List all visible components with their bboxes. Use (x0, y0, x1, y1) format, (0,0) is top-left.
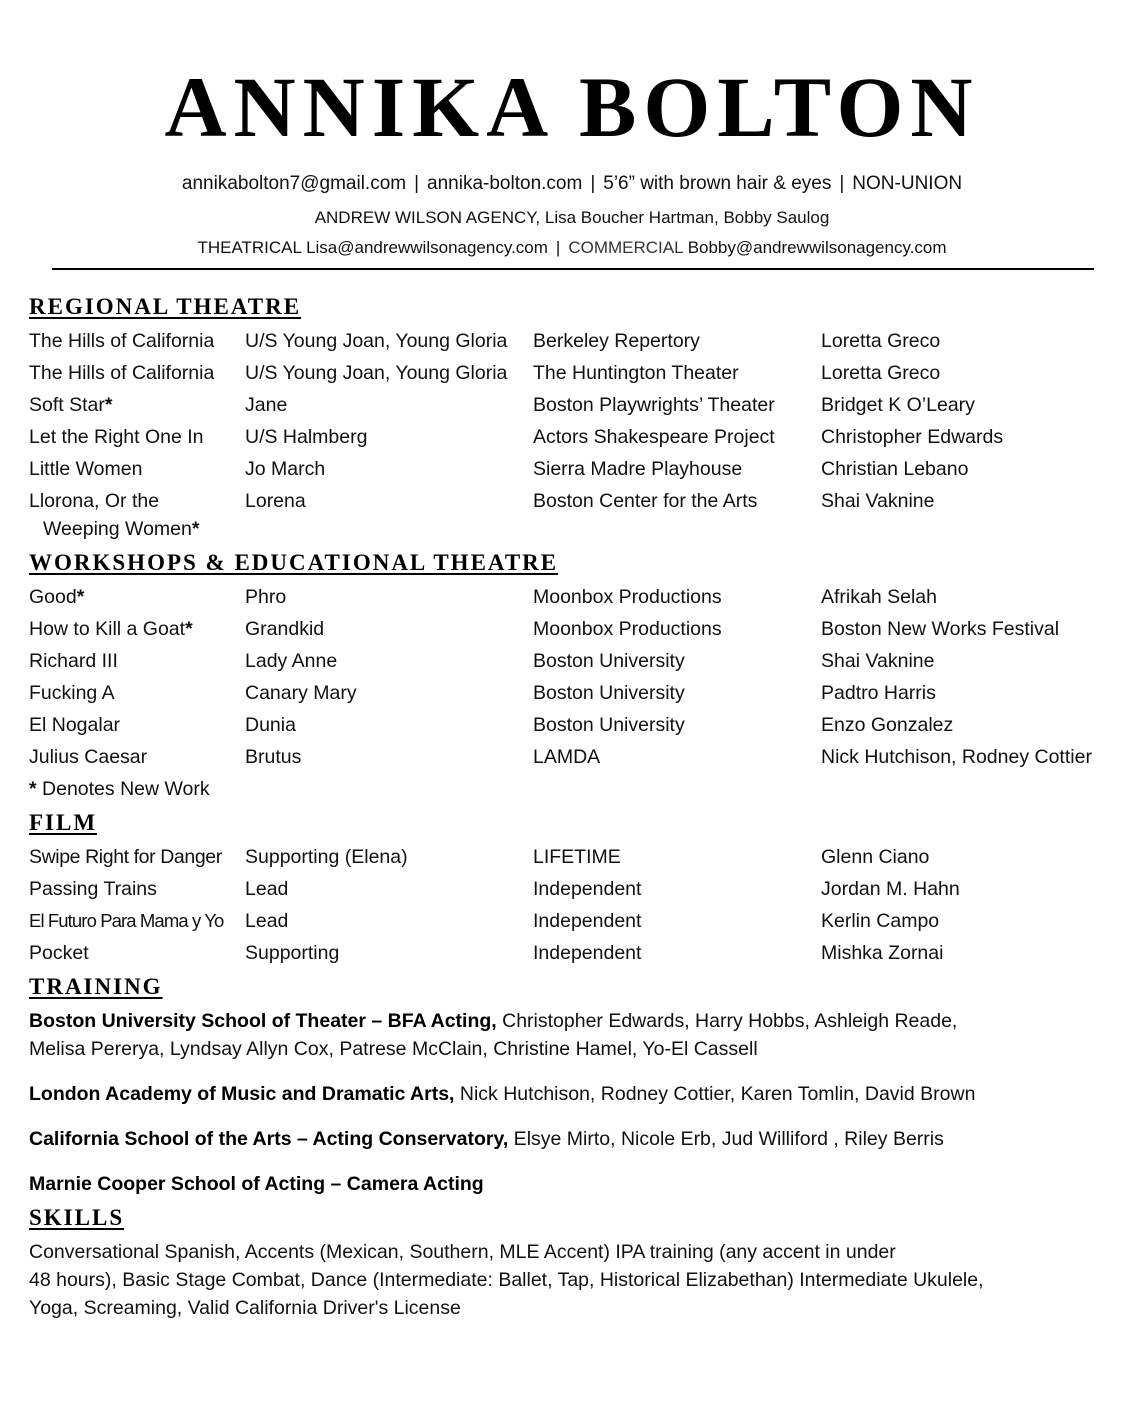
credit-company: Berkeley Repertory (533, 330, 700, 352)
credit-director: Shai Vaknine (821, 650, 935, 672)
agency-line: ANDREW WILSON AGENCY, Lisa Boucher Hartman, Bobby Saulog (314, 208, 830, 227)
credit-role: Jane (245, 394, 288, 416)
credit-director: Glenn Ciano (821, 846, 930, 868)
credit-company: Boston University (533, 682, 685, 704)
separator: | (555, 238, 561, 257)
credit-director: Padtro Harris (821, 682, 936, 704)
section-heading-skills: SKILLS (29, 1205, 125, 1230)
credit-director: Afrikah Selah (821, 586, 937, 608)
skills-text: Yoga, Screaming, Valid California Driver's License (29, 1297, 461, 1319)
credit-row (29, 711, 1129, 739)
separator: | (839, 173, 845, 194)
training-entry (29, 1080, 1109, 1108)
credit-title: Llorona, Or the (29, 490, 160, 512)
agent-contacts (0, 236, 1144, 260)
credit-title-text: Soft Star (29, 394, 105, 416)
credit-role: Canary Mary (245, 682, 357, 704)
credit-director: Loretta Greco (821, 362, 941, 384)
commercial-label: COMMERCIAL (568, 238, 683, 257)
credit-title: Richard III (29, 650, 118, 672)
commercial-email-link[interactable]: Bobby@andrewwilsonagency.com (687, 238, 947, 257)
teachers: Nick Hutchison, Rodney Cottier, Karen Tomlin, David Brown (454, 1083, 976, 1105)
credit-title: Julius Caesar (29, 746, 148, 768)
credit-row (29, 391, 1129, 419)
credit-director: Christian Lebano (821, 458, 969, 480)
school-name: California School of the Arts – Acting Conservatory, (29, 1128, 509, 1150)
credit-row (29, 583, 1129, 611)
credit-title: El Nogalar (29, 714, 121, 736)
credit-title: The Hills of California (29, 362, 215, 384)
page-title: ANNIKA BOLTON (164, 59, 980, 155)
credit-company: Sierra Madre Playhouse (533, 458, 743, 480)
credit-row (29, 679, 1129, 707)
credit-director: Mishka Zornai (821, 942, 944, 964)
separator: | (414, 173, 420, 194)
union-status: NON-UNION (852, 173, 963, 194)
credit-director: Jordan M. Hahn (821, 878, 960, 900)
credit-role: Supporting (245, 942, 340, 964)
credit-company: Boston University (533, 714, 685, 736)
section-heading-training: TRAINING (29, 974, 163, 999)
credit-role: Supporting (Elena) (245, 846, 408, 868)
credit-row (29, 939, 1129, 967)
training-entry (29, 1170, 1109, 1198)
header-divider (52, 268, 1094, 270)
physical-description: 5’6” with brown hair & eyes (603, 173, 832, 194)
credit-title: Swipe Right for Danger (29, 846, 222, 868)
credit-company: Boston Playwrights’ Theater (533, 394, 775, 416)
legend-text: Denotes New Work (42, 778, 210, 800)
teachers: Christopher Edwards, Harry Hobbs, Ashleigh Reade, (496, 1010, 958, 1032)
new-work-marker: * (191, 518, 200, 540)
credit-company: Moonbox Productions (533, 618, 722, 640)
credit-title-continuation (43, 515, 199, 543)
theatrical-label: THEATRICAL (197, 238, 302, 257)
credit-title: The Hills of California (29, 330, 215, 352)
new-work-marker: * (104, 394, 113, 416)
new-work-marker: * (76, 586, 85, 608)
credit-title: Passing Trains (29, 878, 157, 900)
training-entry-continuation: Melisa Pererya, Lyndsay Allyn Cox, Patrese McClain, Christine Hamel, Yo-El Cassell (29, 1038, 758, 1060)
credit-role: Lorena (245, 490, 306, 512)
website-link[interactable]: annika-bolton.com (427, 173, 583, 194)
credit-role: Lead (245, 910, 289, 932)
credit-company: Independent (533, 878, 642, 900)
credit-row (29, 359, 1129, 387)
credit-row (29, 875, 1129, 903)
credit-title (29, 615, 193, 643)
credit-director: Boston New Works Festival (821, 618, 1060, 640)
section-heading-film: FILM (29, 810, 98, 835)
credit-company: LAMDA (533, 746, 601, 768)
credit-director: Nick Hutchison, Rodney Cottier (821, 746, 1092, 768)
credit-director: Loretta Greco (821, 330, 941, 352)
credit-title: Little Women (29, 458, 143, 480)
new-work-marker: * (29, 778, 37, 800)
credit-row (29, 327, 1129, 355)
training-entry (29, 1125, 1109, 1153)
credit-title: Pocket (29, 942, 89, 964)
credit-company: Actors Shakespeare Project (533, 426, 775, 448)
training-entry (29, 1007, 1109, 1035)
credit-row (29, 615, 1129, 643)
credit-row (29, 487, 1129, 515)
school-name: Marnie Cooper School of Acting – Camera Acting (29, 1173, 484, 1195)
credit-row (29, 423, 1129, 451)
credit-director: Bridget K O’Leary (821, 394, 975, 416)
skills-text: 48 hours), Basic Stage Combat, Dance (Intermediate: Ballet, Tap, Historical Elizabethan) Intermediate Ukulele, (29, 1269, 984, 1291)
credit-role: Dunia (245, 714, 296, 736)
credit-title-text: How to Kill a Goat (29, 618, 186, 640)
credit-director: Kerlin Campo (821, 910, 940, 932)
credit-role: U/S Young Joan, Young Gloria (245, 362, 508, 384)
credit-title-text: Good (29, 586, 77, 608)
credit-role: Phro (245, 586, 287, 608)
credit-company: Independent (533, 910, 642, 932)
credit-director: Enzo Gonzalez (821, 714, 954, 736)
credit-role: Brutus (245, 746, 302, 768)
credit-row (29, 743, 1129, 771)
credit-title (29, 391, 112, 419)
email-link[interactable]: annikabolton7@gmail.com (181, 173, 407, 194)
new-work-marker: * (185, 618, 193, 640)
credit-director: Shai Vaknine (821, 490, 935, 512)
new-work-legend (29, 775, 210, 803)
section-heading-regional-theatre: REGIONAL THEATRE (29, 294, 302, 319)
credit-company: LIFETIME (533, 846, 621, 868)
credit-company: The Huntington Theater (533, 362, 739, 384)
credit-row (29, 455, 1129, 483)
section-heading-workshops: WORKSHOPS & EDUCATIONAL THEATRE (29, 550, 559, 575)
credit-row (29, 843, 1129, 871)
theatrical-email-link[interactable]: Lisa@andrewwilsonagency.com (306, 238, 548, 257)
credit-company: Boston Center for the Arts (533, 490, 758, 512)
credit-title: Fucking A (29, 682, 115, 704)
credit-role: Grandkid (245, 618, 325, 640)
separator: | (590, 173, 596, 194)
credit-role: Jo March (245, 458, 326, 480)
school-name: London Academy of Music and Dramatic Arts, (29, 1083, 455, 1105)
teachers: Elsye Mirto, Nicole Erb, Jud Williford , Riley Berris (508, 1128, 944, 1150)
credit-row (29, 907, 1129, 935)
credit-company: Moonbox Productions (533, 586, 722, 608)
credit-title: El Futuro Para Mama y Yo (29, 910, 224, 931)
credit-title: Let the Right One In (29, 426, 204, 448)
credit-role: Lead (245, 878, 289, 900)
credit-title (29, 583, 84, 611)
credit-company: Independent (533, 942, 642, 964)
credit-role: U/S Halmberg (245, 426, 368, 448)
credit-role: U/S Young Joan, Young Gloria (245, 330, 508, 352)
skills-text: Conversational Spanish, Accents (Mexican, Southern, MLE Accent) IPA training (any accent in under (29, 1241, 896, 1263)
credit-row (29, 647, 1129, 675)
credit-company: Boston University (533, 650, 685, 672)
school-name: Boston University School of Theater – BFA Acting, (29, 1010, 497, 1032)
credit-director: Christopher Edwards (821, 426, 1004, 448)
credit-role: Lady Anne (245, 650, 338, 672)
contact-line (0, 172, 1144, 196)
credit-title-text: Weeping Women (43, 518, 192, 540)
